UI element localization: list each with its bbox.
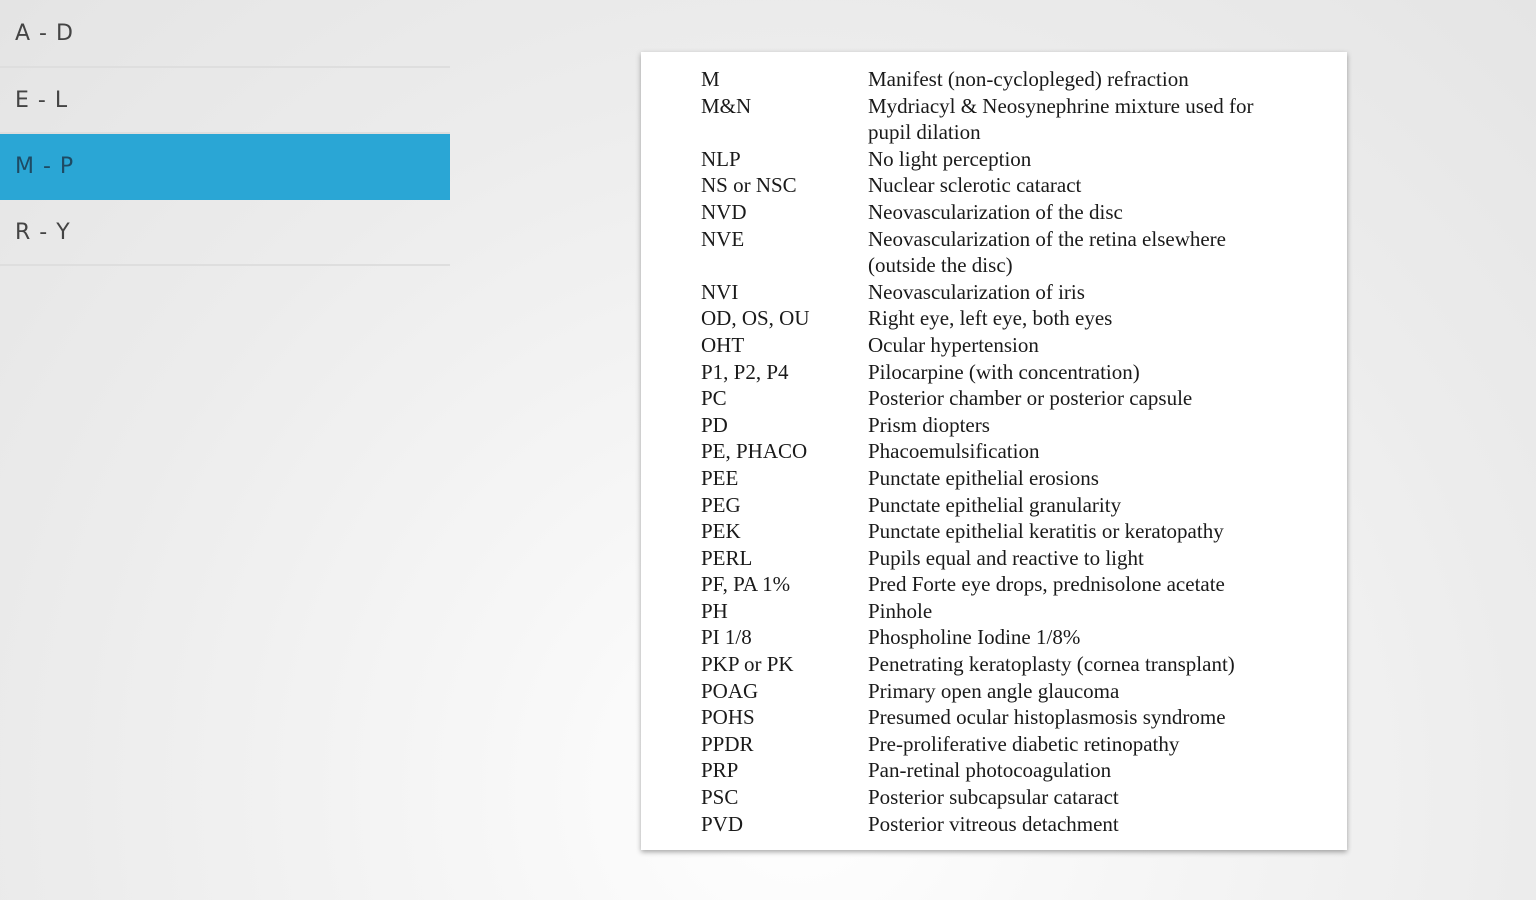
abbreviation-row xyxy=(701,279,1327,306)
nav-item-a-d[interactable]: A - D xyxy=(0,0,450,68)
nav-item-e-l[interactable]: E - L xyxy=(0,68,450,134)
abbreviation-row xyxy=(701,332,1327,359)
abbreviation-definition: Penetrating keratoplasty (cornea transplant) xyxy=(868,652,1235,677)
abbreviation-definition: Punctate epithelial granularity xyxy=(868,492,1122,517)
abbreviation-definition: Pilocarpine (with concentration) xyxy=(868,359,1140,384)
abbreviation-definition: No light perception xyxy=(868,146,1032,171)
abbreviation-definition: Pinhole xyxy=(868,598,933,623)
abbreviation-term: PEE xyxy=(701,465,739,490)
abbreviation-row xyxy=(701,704,1327,731)
abbreviation-definition: Pre-proliferative diabetic retinopathy xyxy=(868,731,1180,756)
abbreviation-definition: Pupils equal and reactive to light xyxy=(868,545,1144,570)
abbreviation-definition: Nuclear sclerotic cataract xyxy=(868,173,1082,198)
abbreviation-row xyxy=(701,545,1327,572)
abbreviation-definition: Phospholine Iodine 1/8% xyxy=(868,625,1081,650)
nav-item-m-p[interactable]: M - P xyxy=(0,134,450,200)
abbreviation-list xyxy=(701,66,1327,837)
abbreviation-definition: Ocular hypertension xyxy=(868,332,1039,357)
abbreviation-term: PF, PA 1% xyxy=(701,572,791,597)
abbreviation-row xyxy=(701,465,1327,492)
abbreviation-definition: Phacoemulsification xyxy=(868,439,1040,464)
abbreviation-row xyxy=(701,438,1327,465)
abbreviation-term: PH xyxy=(701,598,728,623)
abbreviation-definition: Neovascularization of the disc xyxy=(868,199,1123,224)
abbreviation-definition: Neovascularization of iris xyxy=(868,279,1085,304)
abbreviation-term: NLP xyxy=(701,146,741,171)
abbreviation-row xyxy=(701,305,1327,332)
abbreviation-row xyxy=(701,571,1327,598)
abbreviation-definition: Posterior chamber or posterior capsule xyxy=(868,386,1193,411)
abbreviation-term: PKP or PK xyxy=(701,652,794,677)
abbreviation-row xyxy=(701,146,1327,173)
abbreviation-term: M&N xyxy=(701,93,752,118)
abbreviation-term: PVD xyxy=(701,811,744,836)
abbreviation-definition: Punctate epithelial erosions xyxy=(868,465,1099,490)
abbreviation-row xyxy=(701,226,1327,279)
abbreviation-definition: Pan-retinal photocoagulation xyxy=(868,758,1112,783)
abbreviation-term: NVI xyxy=(701,279,739,304)
abbreviation-row xyxy=(701,66,1327,93)
abbreviation-term: PC xyxy=(701,386,727,411)
nav-item-r-y[interactable]: R - Y xyxy=(0,200,450,266)
abbreviation-term: NS or NSC xyxy=(701,173,797,198)
abbreviation-definition: Posterior subcapsular cataract xyxy=(868,785,1119,810)
abbreviation-row xyxy=(701,651,1327,678)
abbreviation-term: PRP xyxy=(701,758,739,783)
abbreviation-row xyxy=(701,731,1327,758)
abbreviation-term: NVE xyxy=(701,226,745,251)
abbreviation-definition: Prism diopters xyxy=(868,412,990,437)
abbreviation-definition: Posterior vitreous detachment xyxy=(868,811,1119,836)
abbreviation-term: POAG xyxy=(701,678,759,703)
abbreviation-definition: Punctate epithelial keratitis or keratopathy xyxy=(868,519,1224,544)
abbreviation-term: PI 1/8 xyxy=(701,625,752,650)
abbreviation-term: PSC xyxy=(701,785,739,810)
abbreviation-row xyxy=(701,757,1327,784)
abbreviation-definition: Right eye, left eye, both eyes xyxy=(868,306,1113,331)
abbreviation-row xyxy=(701,412,1327,439)
abbreviation-term: PE, PHACO xyxy=(701,439,808,464)
abbreviation-row xyxy=(701,359,1327,386)
abbreviation-row xyxy=(701,598,1327,625)
abbreviation-row xyxy=(701,678,1327,705)
abbreviation-row xyxy=(701,811,1327,838)
abbreviation-term: M xyxy=(701,67,720,91)
abbreviation-row xyxy=(701,199,1327,226)
abbreviation-definition: Presumed ocular histoplasmosis syndrome xyxy=(868,705,1226,730)
abbreviation-term: PEK xyxy=(701,519,741,544)
alphabet-range-nav xyxy=(0,0,450,266)
abbreviation-page xyxy=(641,52,1347,850)
abbreviation-term: POHS xyxy=(701,705,755,730)
abbreviation-term: PD xyxy=(701,412,728,437)
abbreviation-term: OD, OS, OU xyxy=(701,306,810,331)
abbreviation-row xyxy=(701,784,1327,811)
abbreviation-definition: Neovascularization of the retina elsewhere (outside the disc) xyxy=(868,226,1226,278)
abbreviation-row xyxy=(701,624,1327,651)
abbreviation-term: PPDR xyxy=(701,731,754,756)
abbreviation-row xyxy=(701,93,1327,146)
abbreviation-definition: Primary open angle glaucoma xyxy=(868,678,1120,703)
abbreviation-row xyxy=(701,385,1327,412)
abbreviation-term: PEG xyxy=(701,492,741,517)
abbreviation-definition: Pred Forte eye drops, prednisolone acetate xyxy=(868,572,1225,597)
abbreviation-row xyxy=(701,492,1327,519)
abbreviation-term: PERL xyxy=(701,545,753,570)
abbreviation-row xyxy=(701,172,1327,199)
abbreviation-term: OHT xyxy=(701,332,745,357)
abbreviation-definition: Mydriacyl & Neosynephrine mixture used for pupil dilation xyxy=(868,93,1254,145)
abbreviation-term: P1, P2, P4 xyxy=(701,359,789,384)
abbreviation-definition: Manifest (non-cyclopleged) refraction xyxy=(868,67,1189,91)
abbreviation-term: NVD xyxy=(701,199,747,224)
abbreviation-row xyxy=(701,518,1327,545)
